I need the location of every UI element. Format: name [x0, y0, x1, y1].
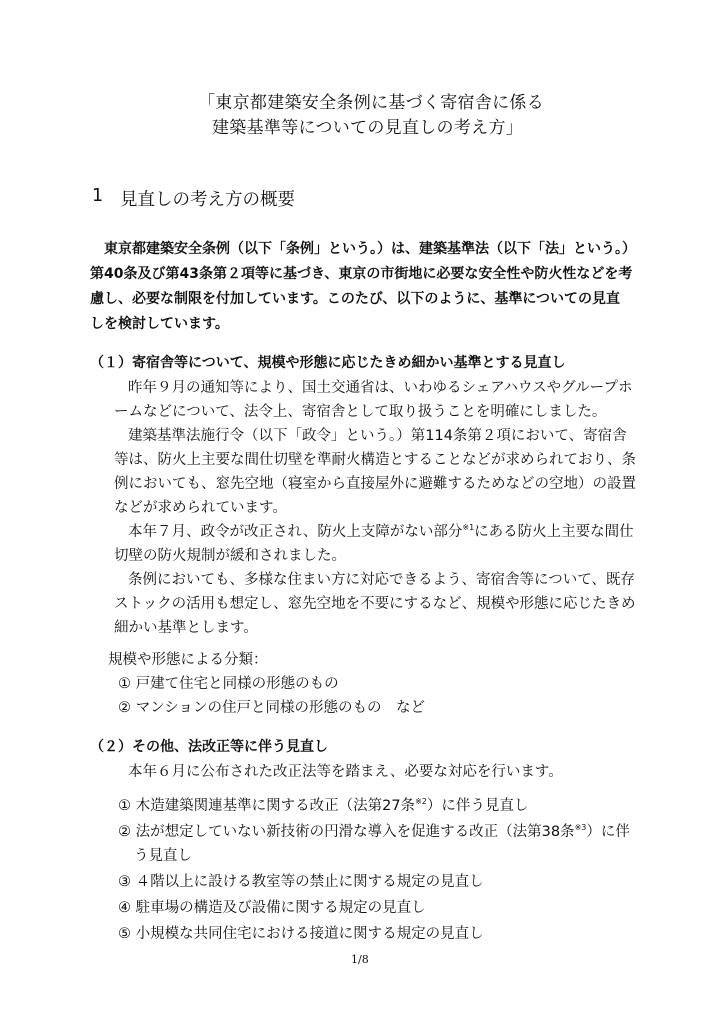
page-number: 1/8	[351, 953, 369, 966]
intro-line: しを検討しています。	[90, 316, 229, 332]
body-text: にある防火上主要な間仕	[474, 524, 634, 540]
list-item: ④ 駐車場の構造及び設備に関する規定の見直し	[118, 900, 426, 916]
list-item	[118, 794, 528, 815]
section-heading: 見直しの考え方の概要	[120, 190, 295, 210]
body-line: ームなどについて、法令上、寄宿舎として取り扱うことを明確にしました。	[114, 404, 607, 420]
list-item: ③ ４階以上に設ける教室等の禁止に関する規定の見直し	[118, 874, 484, 890]
footnote-ref: ※2	[415, 797, 427, 806]
list-item	[118, 820, 630, 841]
body-line: 等は、防火上主要な間仕切壁を準耐火構造とすることなどが求められており、条	[114, 452, 636, 468]
list-text: ）に伴	[586, 824, 630, 840]
item2-heading: （２）その他、法改正等に伴う見直し	[90, 739, 328, 755]
intro-line: 慮し、必要な制限を付加しています。このたび、以下のように、基準についての見直	[90, 291, 621, 307]
body-line: 昨年９月の通知等により、国土交通省は、いわゆるシェアハウスやグループホ	[128, 380, 633, 396]
body-line: 細かい基準とします。	[114, 620, 258, 636]
body-line: などが求められています。	[114, 500, 287, 516]
intro-line: 東京都建築安全条例（以下「条例」という。）は、建築基準法（以下「法」という。）	[104, 241, 636, 257]
document-title-line1: 「東京都建築安全条例に基づく寄宿舎に係る	[198, 93, 544, 113]
list-text: ① 木造建築関連基準に関する改正（法第27条	[118, 798, 416, 814]
section-number: 1	[92, 186, 104, 206]
footnote-ref: ※1	[462, 523, 475, 532]
intro-line: 第40条及び第43条第２項等に基づき、東京の市街地に必要な安全性や防火性などを考	[90, 266, 633, 282]
list-text: ② 法が想定していない新技術の円滑な導入を促進する改正（法第38条	[118, 824, 575, 840]
body-line: 条例においても、多様な住まい方に対応できるよう、寄宿舎等について、既存	[128, 572, 635, 588]
list-item: ⑤ 小規模な共同住宅における接道に関する規定の見直し	[118, 926, 484, 942]
body-line: 本年６月に公布された改正法等を踏まえ、必要な対応を行います。	[128, 764, 563, 780]
body-line: 切壁の防火規制が緩和されました。	[114, 548, 346, 564]
body-line: 建築基準法施行令（以下「政令」という。）第114条第２項において、寄宿舎	[128, 428, 627, 444]
classification-item: ① 戸建て住宅と同様の形態のもの	[118, 676, 339, 692]
classification-label: 規模や形態による分類：	[108, 652, 268, 668]
classification-item: ② マンションの住戸と同様の形態のもの など	[118, 700, 425, 716]
list-item-continued: う見直し	[134, 848, 192, 864]
item1-heading: （１）寄宿舎等について、規模や形態に応じたきめ細かい基準とする見直し	[90, 355, 566, 371]
document-title-line2: 建築基準等についての見直しの考え方」	[212, 118, 524, 138]
body-line-with-note	[128, 520, 634, 541]
list-text: ）に伴う見直し	[426, 798, 529, 814]
body-line: ストックの活用も想定し、窓先空地を不要にするなど、規模や形態に応じたきめ	[114, 596, 636, 612]
body-line: 例においても、窓先空地（寝室から直接屋外に避難するためなどの空地）の設置	[114, 476, 636, 492]
footnote-ref: ※3	[574, 823, 587, 832]
body-text: 本年７月、政令が改正され、防火上支障がない部分	[128, 524, 463, 540]
